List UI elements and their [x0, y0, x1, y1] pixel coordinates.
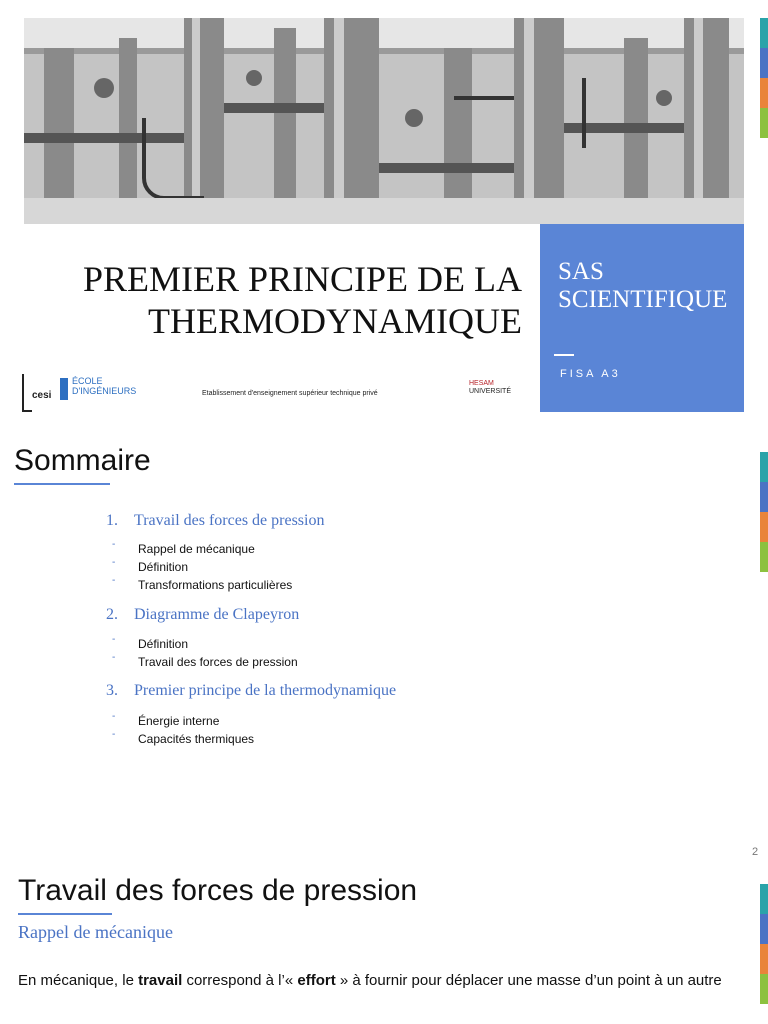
title-line-1: PREMIER PRINCIPE DE LA	[82, 259, 522, 299]
title-underline	[14, 483, 110, 485]
page-number: 2	[752, 846, 759, 858]
course-subtitle: FISA A3	[560, 368, 621, 380]
summary-slide	[0, 430, 768, 870]
toc-item[interactable]: - Rappel de mécanique	[112, 539, 255, 556]
course-box	[540, 224, 744, 412]
slide-title: Travail des forces de pression	[18, 874, 418, 907]
toc-item[interactable]: - Travail des forces de pression	[112, 652, 298, 669]
summary-title: Sommaire	[14, 444, 151, 477]
toc-section-1[interactable]: 1. Travail des forces de pression	[106, 512, 325, 529]
toc-item[interactable]: - Capacités thermiques	[112, 729, 255, 746]
course-title: SAS SCIENTIFIQUE	[558, 258, 728, 313]
toc-item[interactable]: - Énergie interne	[112, 711, 220, 728]
slide-subtitle: Rappel de mécanique	[18, 922, 173, 942]
title-line-2: THERMODYNAMIQUE	[148, 301, 522, 341]
accent-color-bars	[760, 884, 768, 1004]
presentation-title	[83, 258, 522, 342]
pressure-work-slide	[0, 870, 768, 1024]
accent-color-bars	[760, 452, 768, 572]
body-paragraph: En mécanique, le travail correspond à l’« effort » à fournir pour déplacer une masse d’un point à un autre	[18, 972, 722, 989]
hesam-logo: HESAM UNIVERSITÉ	[469, 380, 512, 395]
title-underline	[18, 913, 112, 915]
course-divider	[554, 354, 574, 356]
industrial-pipes-photo	[24, 18, 744, 224]
title-slide	[0, 0, 768, 420]
cesi-logo: cesi ÉCOLE D'INGÉNIEURS	[22, 374, 182, 414]
pipes-illustration	[24, 18, 744, 224]
toc-item[interactable]: - Transformations particulières	[112, 575, 293, 592]
accent-color-bars	[760, 18, 768, 138]
toc-section-2[interactable]: 2. Diagramme de Clapeyron	[106, 606, 300, 623]
toc-item[interactable]: - Définition	[112, 557, 189, 574]
toc-section-3[interactable]: 3. Premier principe de la thermodynamique	[106, 682, 397, 699]
toc-item[interactable]: - Définition	[112, 634, 189, 651]
establishment-text: Etablissement d'enseignement supérieur technique privé	[202, 390, 378, 397]
